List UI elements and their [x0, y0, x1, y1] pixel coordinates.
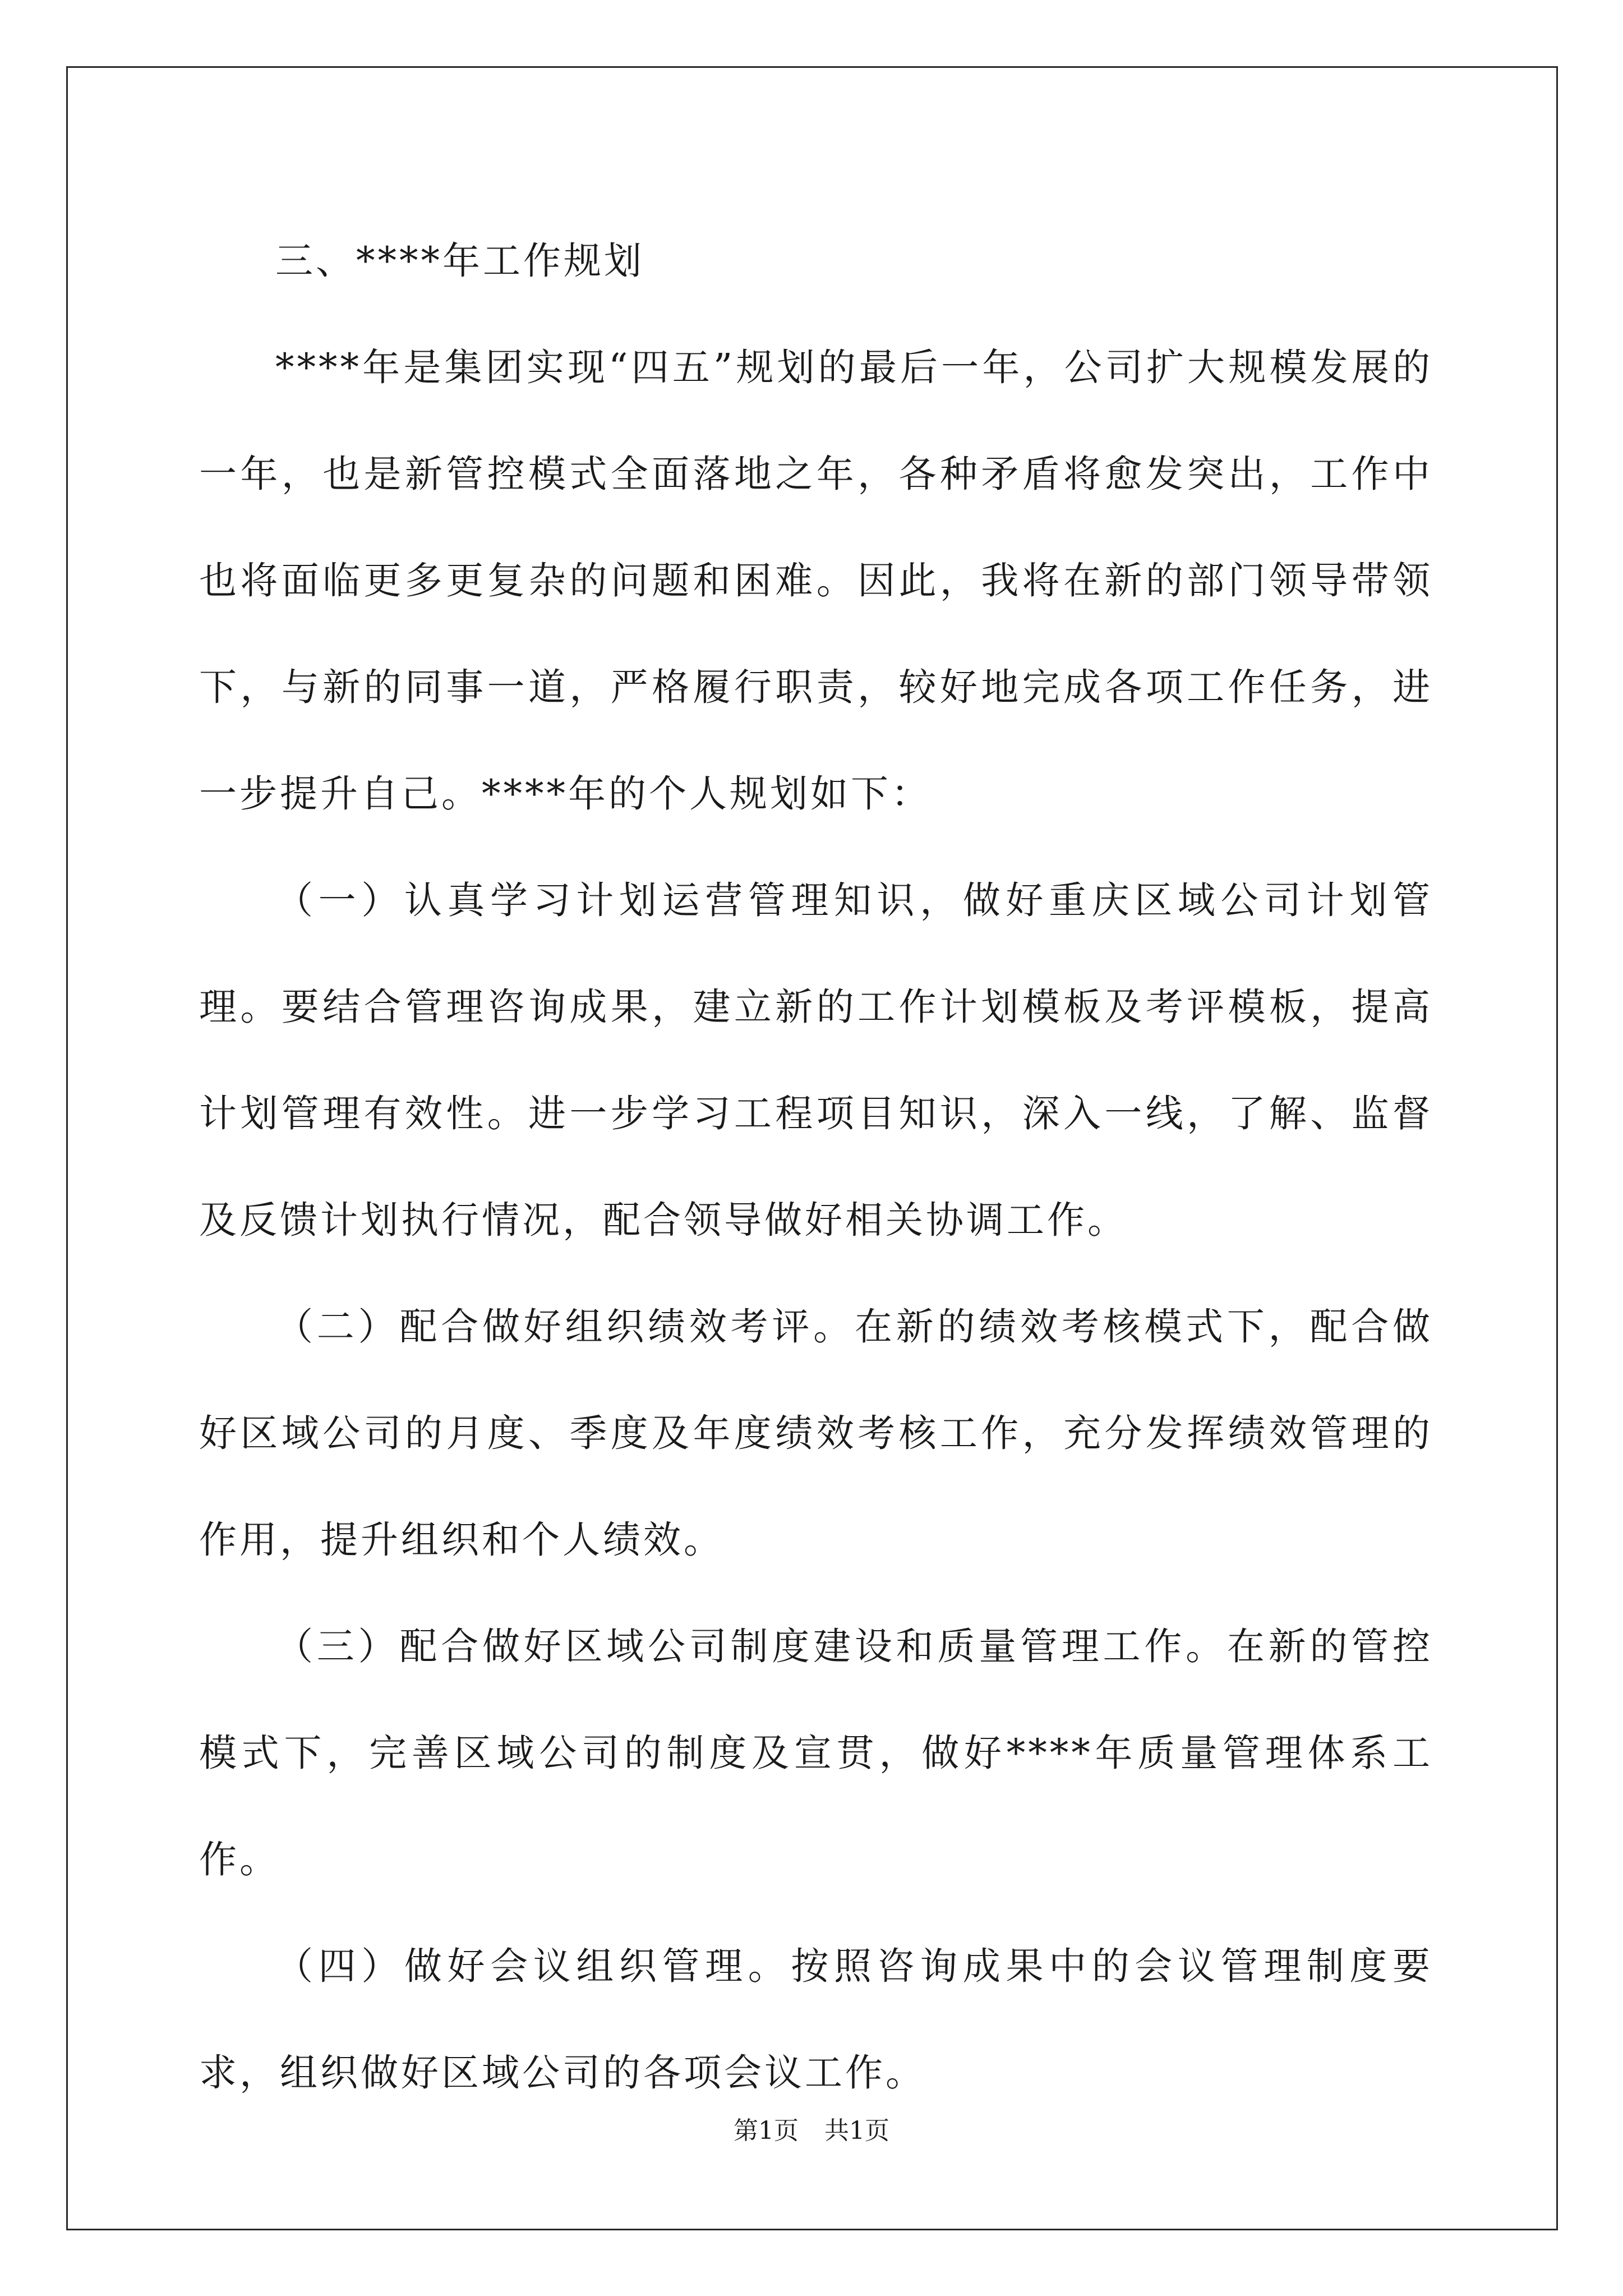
page-total: 共1页 — [824, 2116, 889, 2145]
paragraph-item-1: （一）认真学习计划运营管理知识，做好重庆区域公司计划管理。要结合管理咨询成果，建立新的工作计划模板及考评模板，提高计划管理有效性。进一步学习工程项目知识，深入一线，了解、监督及反馈计划执行情况，配合领导做好相关协调工作。 — [199, 878, 1433, 1242]
section-heading: 三、****年工作规划 — [275, 239, 644, 283]
paragraph-item-2: （二）配合做好组织绩效考评。在新的绩效考核模式下，配合做好区域公司的月度、季度及年度绩效考核工作，充分发挥绩效管理的作用，提升组织和个人绩效。 — [199, 1305, 1433, 1562]
document-body — [199, 208, 1433, 2126]
paragraph-item-3: （三）配合做好区域公司制度建设和质量管理工作。在新的管控模式下，完善区域公司的制度及宣贯，做好****年质量管理体系工作。 — [199, 1625, 1433, 1881]
paragraph-item-4: （四）做好会议组织管理。按照咨询成果中的会议管理制度要求，组织做好区域公司的各项会议工作。 — [199, 1944, 1433, 2095]
page-number: 第1页 — [734, 2116, 799, 2145]
page-footer — [0, 2110, 1623, 2146]
paragraph-intro: ****年是集团实现“四五”规划的最后一年，公司扩大规模发展的一年，也是新管控模式全面落地之年，各种矛盾将愈发突出，工作中也将面临更多更复杂的问题和困难。因此，我将在新的部门领导带领下，与新的同事一道，严格履行职责，较好地完成各项工作任务，进一步提升自己。****年的个人规划如下： — [199, 346, 1433, 816]
